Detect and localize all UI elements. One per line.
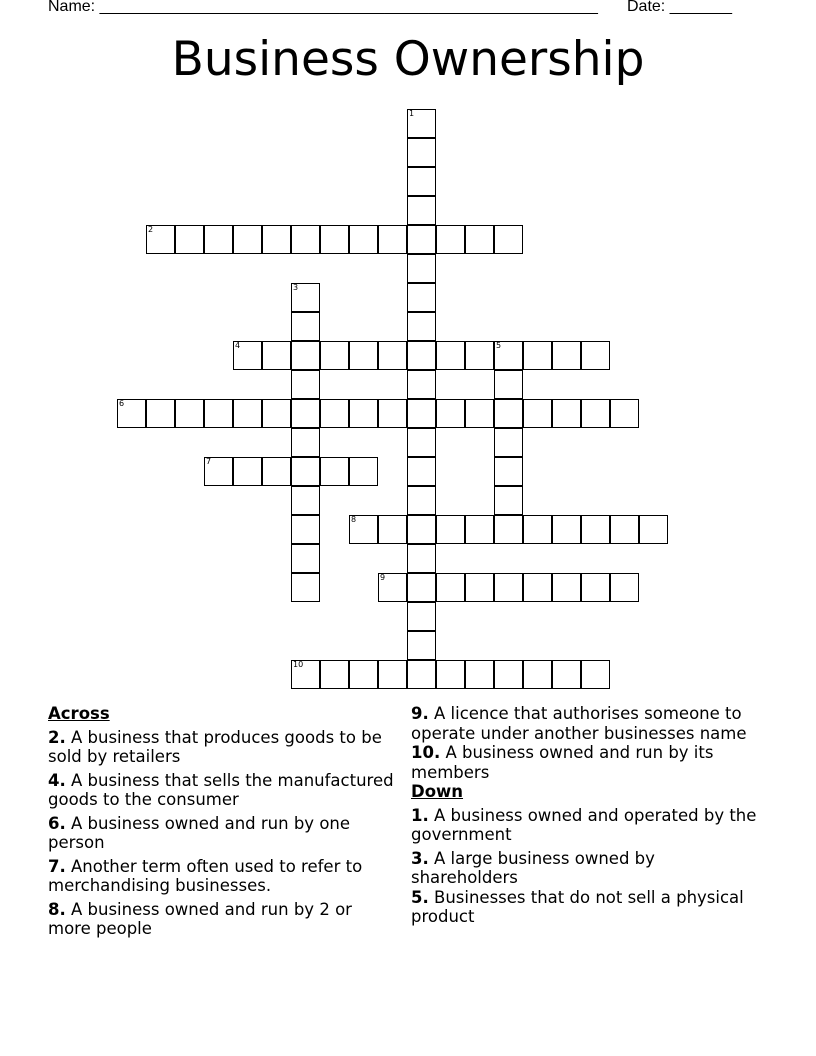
crossword-cell[interactable] bbox=[175, 225, 204, 254]
crossword-cell[interactable] bbox=[378, 225, 407, 254]
crossword-cell[interactable] bbox=[494, 486, 523, 515]
crossword-cell[interactable] bbox=[407, 573, 436, 602]
crossword-cell[interactable] bbox=[407, 341, 436, 370]
crossword-cell[interactable] bbox=[378, 515, 407, 544]
crossword-cell[interactable] bbox=[639, 515, 668, 544]
crossword-cell[interactable] bbox=[233, 225, 262, 254]
crossword-cell[interactable] bbox=[465, 573, 494, 602]
crossword-cell[interactable] bbox=[407, 138, 436, 167]
clue-number: 2. bbox=[48, 727, 66, 747]
crossword-cell[interactable] bbox=[349, 660, 378, 689]
crossword-cell[interactable] bbox=[320, 225, 349, 254]
crossword-cell[interactable] bbox=[291, 225, 320, 254]
across-clue bbox=[48, 857, 398, 896]
crossword-cell[interactable] bbox=[465, 341, 494, 370]
across-heading: Across bbox=[48, 704, 110, 723]
crossword-cell[interactable] bbox=[494, 399, 523, 428]
crossword-cell[interactable] bbox=[204, 399, 233, 428]
clue-number: 8. bbox=[48, 899, 66, 919]
across-clue bbox=[411, 704, 761, 743]
crossword-cell[interactable] bbox=[291, 370, 320, 399]
crossword-cell[interactable] bbox=[291, 573, 320, 602]
clue-text: A licence that authorises someone to operate under another businesses name bbox=[411, 704, 747, 743]
crossword-cell[interactable] bbox=[494, 573, 523, 602]
clue-number-label: 9 bbox=[380, 573, 386, 582]
crossword-cell[interactable] bbox=[233, 341, 262, 370]
crossword-cell[interactable] bbox=[552, 341, 581, 370]
crossword-cell[interactable] bbox=[436, 341, 465, 370]
crossword-cell[interactable] bbox=[291, 312, 320, 341]
across-clue bbox=[48, 900, 398, 939]
crossword-cell[interactable] bbox=[436, 515, 465, 544]
crossword-cell[interactable] bbox=[436, 573, 465, 602]
date-field-label: Date: _______ bbox=[627, 0, 732, 15]
crossword-cell[interactable] bbox=[378, 573, 407, 602]
crossword-cell[interactable] bbox=[320, 457, 349, 486]
crossword-cell[interactable] bbox=[407, 254, 436, 283]
clue-text: Another term often used to refer to merchandising businesses. bbox=[48, 856, 363, 895]
crossword-cell[interactable] bbox=[262, 457, 291, 486]
crossword-cell[interactable] bbox=[523, 399, 552, 428]
crossword-cell[interactable] bbox=[291, 399, 320, 428]
crossword-cell[interactable] bbox=[465, 660, 494, 689]
crossword-cell[interactable] bbox=[407, 312, 436, 341]
crossword-cell[interactable] bbox=[291, 283, 320, 312]
clue-number: 10. bbox=[411, 743, 441, 762]
clues-column-right bbox=[411, 704, 761, 927]
down-clue bbox=[411, 849, 761, 888]
crossword-cell[interactable] bbox=[407, 109, 436, 138]
crossword-cell[interactable] bbox=[349, 399, 378, 428]
crossword-cell[interactable] bbox=[465, 399, 494, 428]
crossword-cell[interactable] bbox=[407, 457, 436, 486]
clue-number: 3. bbox=[411, 848, 429, 868]
clue-number: 1. bbox=[411, 805, 429, 825]
crossword-cell[interactable] bbox=[436, 660, 465, 689]
clue-number-label: 10 bbox=[293, 660, 304, 669]
crossword-cell[interactable] bbox=[494, 428, 523, 457]
crossword-cell[interactable] bbox=[407, 283, 436, 312]
crossword-cell[interactable] bbox=[523, 660, 552, 689]
crossword-cell[interactable] bbox=[291, 544, 320, 573]
crossword-cell[interactable] bbox=[581, 573, 610, 602]
crossword-cell[interactable] bbox=[523, 515, 552, 544]
crossword-cell[interactable] bbox=[494, 457, 523, 486]
crossword-cell[interactable] bbox=[610, 573, 639, 602]
crossword-cell[interactable] bbox=[610, 399, 639, 428]
crossword-cell[interactable] bbox=[378, 660, 407, 689]
crossword-cell[interactable] bbox=[552, 515, 581, 544]
crossword-cell[interactable] bbox=[407, 544, 436, 573]
crossword-cell[interactable] bbox=[407, 225, 436, 254]
crossword-cell[interactable] bbox=[146, 399, 175, 428]
clue-text: A business owned and operated by the government bbox=[411, 805, 757, 844]
clue-number-label: 6 bbox=[119, 399, 125, 408]
crossword-cell[interactable] bbox=[378, 341, 407, 370]
crossword-cell[interactable] bbox=[262, 341, 291, 370]
crossword-cell[interactable] bbox=[407, 660, 436, 689]
crossword-cell[interactable] bbox=[291, 515, 320, 544]
crossword-cell[interactable] bbox=[581, 515, 610, 544]
clue-text: A business owned and run by its members bbox=[411, 743, 714, 782]
crossword-cell[interactable] bbox=[407, 515, 436, 544]
page-title: Business Ownership bbox=[171, 32, 645, 87]
crossword-cell[interactable] bbox=[407, 486, 436, 515]
crossword-cell[interactable] bbox=[291, 457, 320, 486]
down-clue bbox=[411, 888, 761, 927]
crossword-cell[interactable] bbox=[494, 225, 523, 254]
clue-text: A business that produces goods to be sold by retailers bbox=[48, 727, 382, 766]
crossword-cell[interactable] bbox=[552, 660, 581, 689]
crossword-cell[interactable] bbox=[291, 486, 320, 515]
clue-number-label: 4 bbox=[235, 341, 241, 350]
crossword-cell[interactable] bbox=[349, 225, 378, 254]
crossword-cell[interactable] bbox=[146, 225, 175, 254]
crossword-cell[interactable] bbox=[291, 660, 320, 689]
crossword-cell[interactable] bbox=[175, 399, 204, 428]
crossword-cell[interactable] bbox=[407, 399, 436, 428]
crossword-cell[interactable] bbox=[407, 631, 436, 660]
crossword-cell[interactable] bbox=[349, 457, 378, 486]
crossword-cell[interactable] bbox=[349, 515, 378, 544]
crossword-cell[interactable] bbox=[581, 660, 610, 689]
across-clue bbox=[48, 814, 398, 853]
clue-number: 7. bbox=[48, 856, 66, 876]
crossword-cell[interactable] bbox=[494, 341, 523, 370]
crossword-cell[interactable] bbox=[465, 515, 494, 544]
crossword-cell[interactable] bbox=[581, 341, 610, 370]
crossword-cell[interactable] bbox=[349, 341, 378, 370]
crossword-cell[interactable] bbox=[436, 399, 465, 428]
crossword-cell[interactable] bbox=[378, 399, 407, 428]
clue-number-label: 7 bbox=[206, 457, 212, 466]
crossword-cell[interactable] bbox=[117, 399, 146, 428]
crossword-cell[interactable] bbox=[320, 341, 349, 370]
crossword-cell[interactable] bbox=[320, 399, 349, 428]
crossword-cell[interactable] bbox=[494, 515, 523, 544]
crossword-cell[interactable] bbox=[407, 167, 436, 196]
crossword-cell[interactable] bbox=[552, 573, 581, 602]
clue-number-label: 1 bbox=[409, 109, 415, 118]
across-clue bbox=[48, 728, 398, 767]
crossword-cell[interactable] bbox=[262, 225, 291, 254]
crossword-cell[interactable] bbox=[494, 660, 523, 689]
crossword-cell[interactable] bbox=[291, 428, 320, 457]
crossword-cell[interactable] bbox=[233, 399, 262, 428]
clue-number: 9. bbox=[411, 704, 429, 723]
crossword-cell[interactable] bbox=[262, 399, 291, 428]
clue-text: A business owned and run by one person bbox=[48, 813, 351, 852]
down-heading: Down bbox=[411, 782, 464, 801]
clues-column-left bbox=[48, 704, 398, 939]
crossword-cell[interactable] bbox=[494, 370, 523, 399]
crossword-cell[interactable] bbox=[407, 196, 436, 225]
clue-number: 4. bbox=[48, 770, 66, 790]
clue-number-label: 2 bbox=[148, 225, 154, 234]
down-clue bbox=[411, 806, 761, 845]
crossword-cell[interactable] bbox=[523, 573, 552, 602]
crossword-cell[interactable] bbox=[320, 660, 349, 689]
crossword-cell[interactable] bbox=[465, 225, 494, 254]
clue-number: 6. bbox=[48, 813, 66, 833]
clue-text: A large business owned by shareholders bbox=[411, 848, 655, 887]
across-clue bbox=[411, 743, 761, 782]
crossword-cell[interactable] bbox=[233, 457, 262, 486]
clue-number: 5. bbox=[411, 887, 429, 907]
clue-text: A business owned and run by 2 or more people bbox=[48, 899, 352, 938]
clue-number-label: 3 bbox=[293, 283, 299, 292]
crossword-cell[interactable] bbox=[581, 399, 610, 428]
clue-text: Businesses that do not sell a physical product bbox=[411, 887, 744, 926]
clue-number-label: 5 bbox=[496, 341, 502, 350]
across-clue bbox=[48, 771, 398, 810]
crossword-cell[interactable] bbox=[407, 370, 436, 399]
crossword-cell[interactable] bbox=[407, 428, 436, 457]
crossword-cell[interactable] bbox=[610, 515, 639, 544]
crossword-cell[interactable] bbox=[291, 341, 320, 370]
crossword-cell[interactable] bbox=[552, 399, 581, 428]
clue-text: A business that sells the manufactured goods to the consumer bbox=[48, 770, 394, 809]
crossword-cell[interactable] bbox=[204, 225, 233, 254]
crossword-cell[interactable] bbox=[436, 225, 465, 254]
crossword-cell[interactable] bbox=[407, 602, 436, 631]
name-field-label: Name: ________________________________________________________ bbox=[48, 0, 598, 15]
clue-number-label: 8 bbox=[351, 515, 357, 524]
crossword-cell[interactable] bbox=[204, 457, 233, 486]
crossword-cell[interactable] bbox=[523, 341, 552, 370]
